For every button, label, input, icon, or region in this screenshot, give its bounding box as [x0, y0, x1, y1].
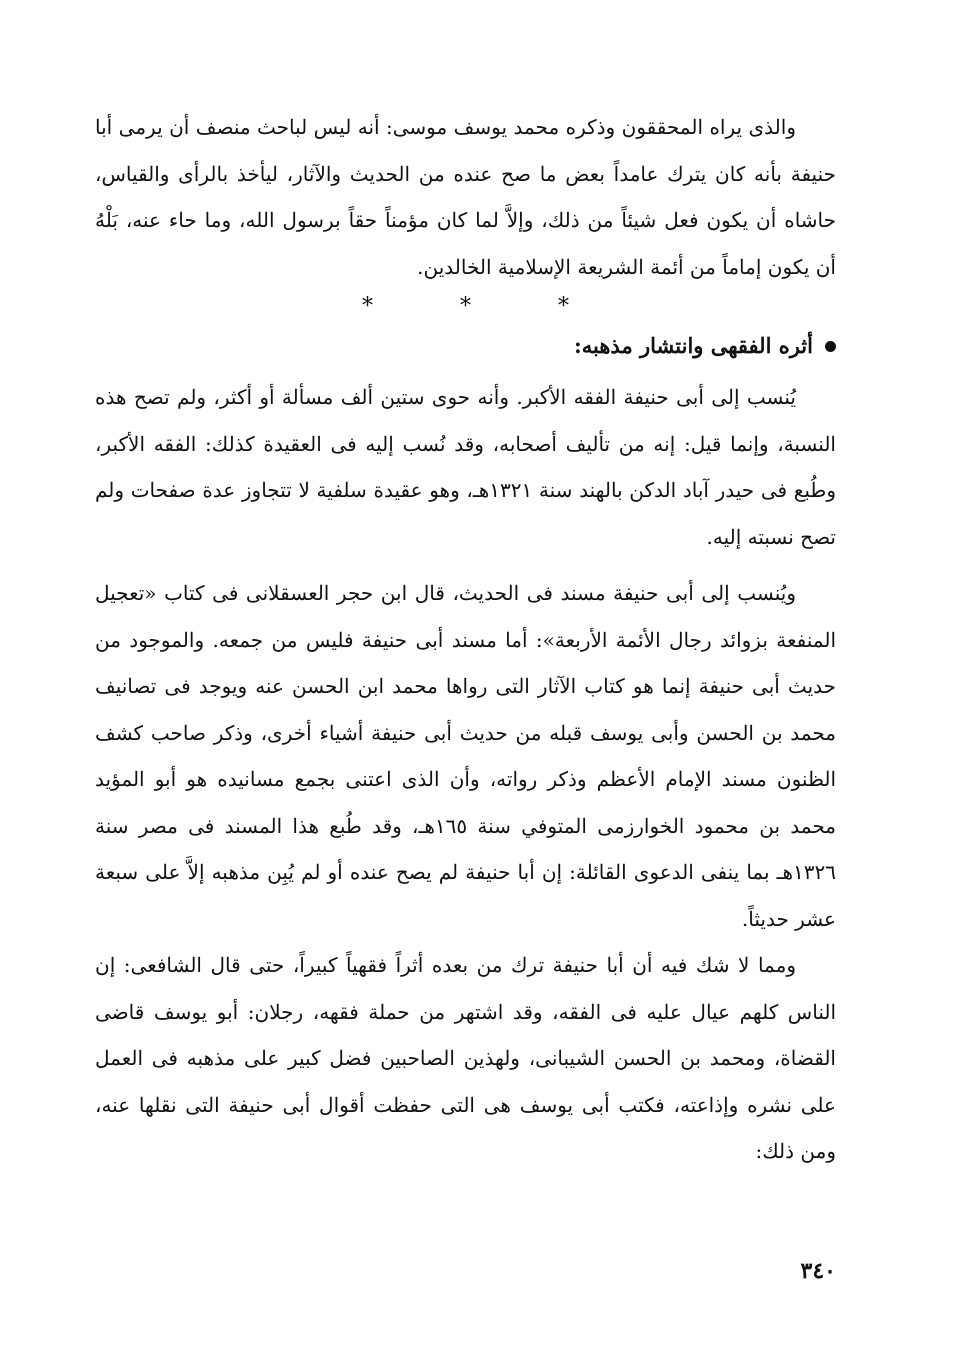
bullet-icon [825, 341, 836, 352]
paragraph-opinion: والذى يراه المحققون وذكره محمد يوسف موسى: أنه ليس لباحث منصف أن يرمى أبا حنيفة بأنه كان يترك عامداً بعض ما صح عنده من الحديث والآثار، ليأخذ بالرأى والقياس، حاشاه أن يكون فعل شيئاً من ذلك، وإلاَّ لما كان مؤمناً حقاً برسول الله، وما حاء عنه، بَلْهُ أن يكون إماماً من أئمة الشريعة الإسلامية الخالدين. [95, 115, 837, 279]
section-separator: * * * [362, 294, 609, 319]
page-number: ٣٤٠ [800, 1258, 836, 1284]
paragraph-fiqh-akbar: يُنسب إلى أبى حنيفة الفقه الأكبر. وأنه حوى ستين ألف مسألة أو أكثر، ولم تصح هذه النسبة، وإنما قيل: إنه من تأليف أصحابه، وقد نُسب إليه فى العقيدة كذلك: الفقه الأكبر، وطُبع فى حيدر آباد الدكن بالهند سنة ١٣٢١هـ، وهو عقيدة سلفية لا تتجاوز عدة صفحات ولم تصح نسبته إليه. [95, 385, 836, 549]
section-heading-text: أثره الفقهى وانتشار مذهبه: [574, 333, 813, 358]
paragraph-musnad: ويُنسب إلى أبى حنيفة مسند فى الحديث، قال ابن حجر العسقلانى فى كتاب «تعجيل المنفعة بزوائد رجال الأئمة الأربعة»: أما مسند أبى حنيفة فليس من جمعه. والموجود من حديث أبى حنيفة إنما هو كتاب الآثار التى رواها محمد ابن الحسن عنه ويوجد فى تصانيف محمد بن الحسن وأبى يوسف قبله من حديث أبى حنيفة أشياء أخرى، وذكر صاحب كشف الظنون مسند الإمام الأعظم وذكر رواته، وأن الذى اعتنى بجمع مسانيده هو أبو المؤيد محمد بن محمود الخوارزمى المتوفي سنة ١٦٥هـ، وقد طُبع هذا المسند فى مصر سنة ١٣٢٦هـ بما ينفى الدعوى القائلة: إن أبا حنيفة لم يصح عنده أو لم يُبِن مذهبه إلاَّ على سبعة عشر حديثاً. [95, 581, 836, 931]
section-heading [95, 324, 836, 368]
paragraph-legacy: ومما لا شك فيه أن أبا حنيفة ترك من بعده أثراً فقهياً كبيراً، حتى قال الشافعى: إن الناس كلهم عيال عليه فى الفقه، وقد اشتهر من حملة فقهه، رجلان: أبو يوسف قاضى القضاة، ومحمد بن الحسن الشيبانى، ولهذين الصاحبين فضل كبير على مذهبه فى العمل على نشره وإذاعته، فكتب أبى يوسف هى التى حفظت أقوال أبى حنيفة التى نقلها عنه، ومن ذلك: [95, 953, 836, 1163]
